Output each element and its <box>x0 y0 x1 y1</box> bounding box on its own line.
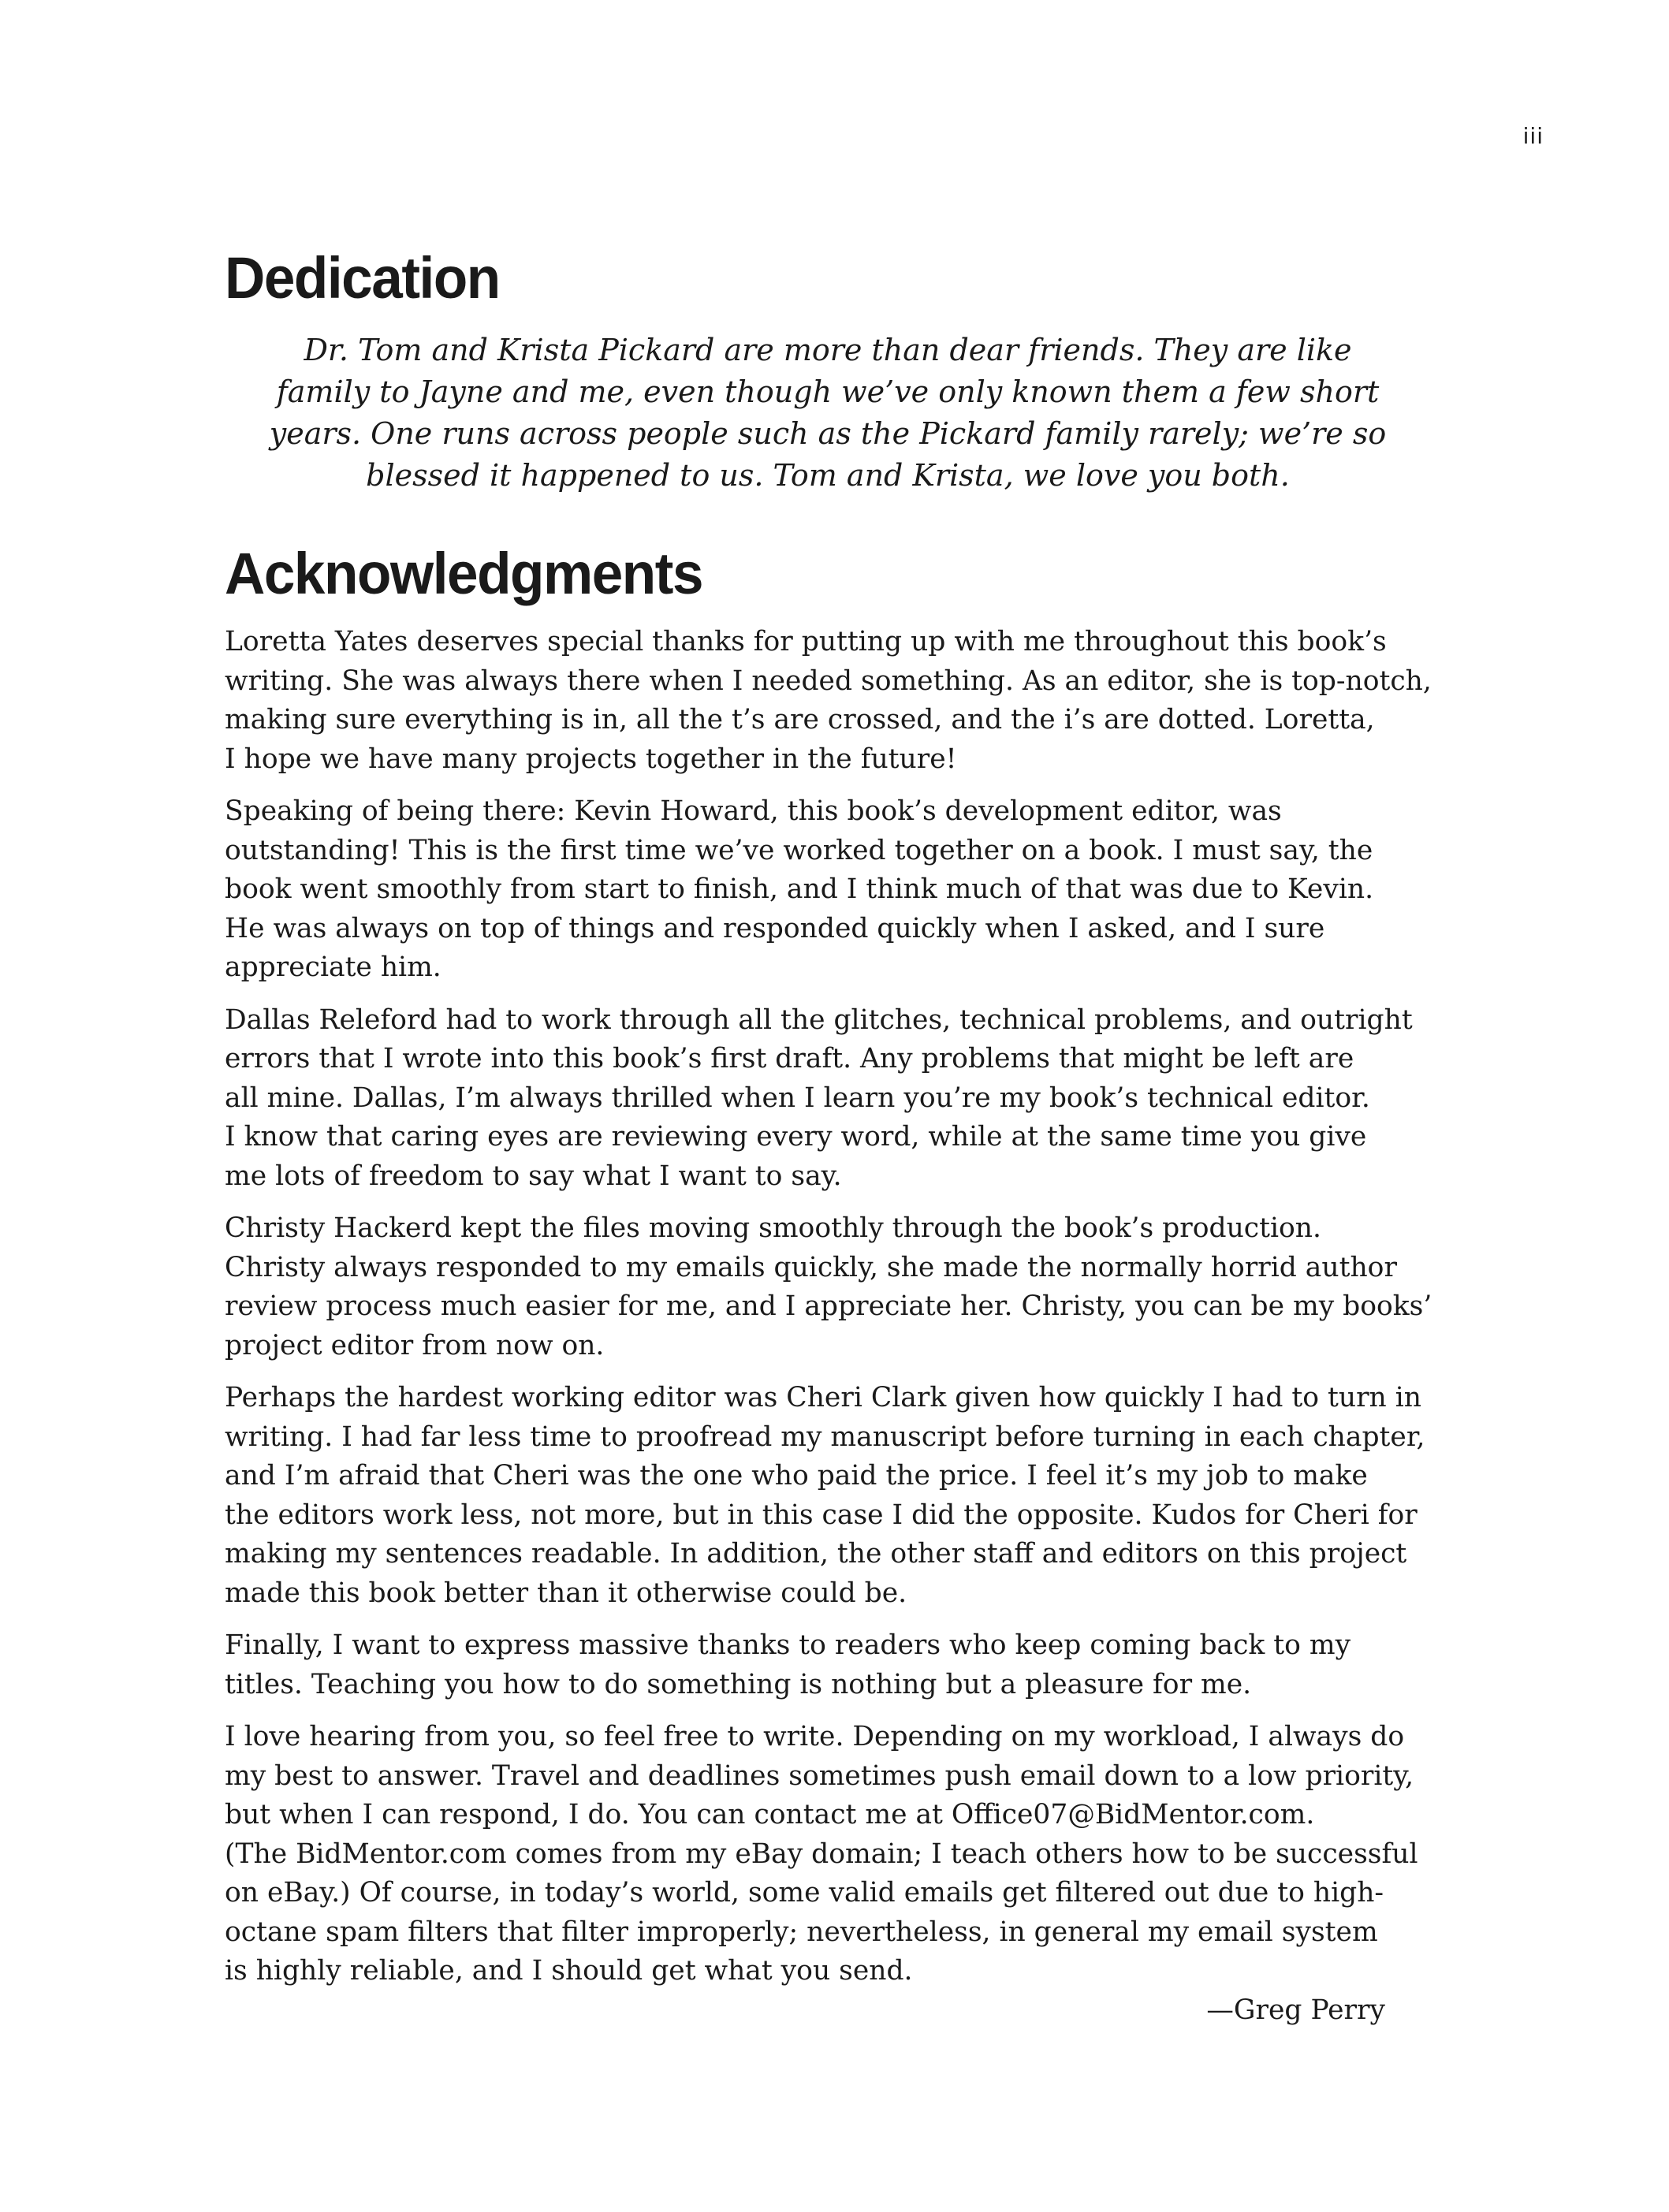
dedication-text <box>260 330 1395 497</box>
text-line: made this book better than it otherwise could be. <box>225 1577 907 1609</box>
paragraph-contact <box>225 1718 1462 1991</box>
page-number: iii <box>1522 123 1544 149</box>
paragraph-dallas <box>225 1001 1462 1197</box>
paragraph-christy <box>225 1209 1462 1365</box>
text-line: Perhaps the hardest working editor was Cheri Clark given how quickly I had to turn in <box>225 1382 1421 1413</box>
text-line: and I’m afraid that Cheri was the one who paid the price. I feel it’s my job to make <box>225 1460 1368 1491</box>
dedication-line: family to Jayne and me, even though we’ve only known them a few short <box>276 374 1380 409</box>
text-line: appreciate him. <box>225 951 441 983</box>
text-line: errors that I wrote into this book’s first draft. Any problems that might be left are <box>225 1043 1354 1074</box>
paragraph-cheri <box>225 1379 1462 1613</box>
text-line: titles. Teaching you how to do something is nothing but a pleasure for me. <box>225 1668 1252 1700</box>
text-line: me lots of freedom to say what I want to say. <box>225 1160 842 1192</box>
text-line: outstanding! This is the first time we’ve worked together on a book. I must say, the <box>225 834 1373 866</box>
text-line: I hope we have many projects together in the future! <box>225 743 957 775</box>
acknowledgments-body <box>225 623 1462 2005</box>
text-line: Dallas Releford had to work through all the glitches, technical problems, and outright <box>225 1004 1413 1036</box>
text-line: is highly reliable, and I should get what you send. <box>225 1955 913 1987</box>
text-line: Christy Hackerd kept the files moving smoothly through the book’s production. <box>225 1212 1321 1244</box>
text-line: (The BidMentor.com comes from my eBay domain; I teach others how to be successful <box>225 1838 1418 1870</box>
text-line: Loretta Yates deserves special thanks for putting up with me throughout this book’s <box>225 626 1387 657</box>
text-line: all mine. Dallas, I’m always thrilled when I learn you’re my book’s technical editor. <box>225 1082 1370 1114</box>
paragraph-kevin <box>225 792 1462 988</box>
text-line: the editors work less, not more, but in this case I did the opposite. Kudos for Cheri for <box>225 1499 1418 1531</box>
acknowledgments-heading: Acknowledgments <box>225 541 703 606</box>
paragraph-readers <box>225 1626 1462 1704</box>
paragraph-loretta <box>225 623 1462 779</box>
text-line: octane spam filters that filter improperly; nevertheless, in general my email system <box>225 1916 1378 1948</box>
dedication-line: years. One runs across people such as the Pickard family rarely; we’re so <box>269 416 1387 451</box>
text-line: but when I can respond, I do. You can contact me at Office07@BidMentor.com. <box>225 1799 1315 1830</box>
text-line: making my sentences readable. In addition, the other staff and editors on this project <box>225 1538 1407 1570</box>
text-line: I know that caring eyes are reviewing every word, while at the same time you give <box>225 1121 1367 1153</box>
text-line: book went smoothly from start to finish, and I think much of that was due to Kevin. <box>225 873 1374 905</box>
text-line: He was always on top of things and responded quickly when I asked, and I sure <box>225 912 1325 944</box>
text-line: Finally, I want to express massive thanks to readers who keep coming back to my <box>225 1629 1351 1661</box>
dedication-heading: Dedication <box>225 245 500 311</box>
text-line: making sure everything is in, all the t’s are crossed, and the i’s are dotted. Loretta, <box>225 704 1375 735</box>
text-line: on eBay.) Of course, in today’s world, some valid emails get filtered out due to high- <box>225 1877 1384 1909</box>
dedication-line: blessed it happened to us. Tom and Krista, we love you both. <box>366 458 1290 493</box>
text-line: I love hearing from you, so feel free to write. Depending on my workload, I always do <box>225 1721 1405 1752</box>
dedication-line: Dr. Tom and Krista Pickard are more than dear friends. They are like <box>304 333 1352 367</box>
text-line: writing. I had far less time to proofread my manuscript before turning in each chapter, <box>225 1421 1425 1453</box>
text-line: writing. She was always there when I needed something. As an editor, she is top-notch, <box>225 665 1432 697</box>
signature: —Greg Perry <box>1206 1994 1385 2026</box>
text-line: review process much easier for me, and I appreciate her. Christy, you can be my books’ <box>225 1290 1432 1322</box>
text-line: Speaking of being there: Kevin Howard, this book’s development editor, was <box>225 795 1282 827</box>
text-line: project editor from now on. <box>225 1329 605 1361</box>
text-line: Christy always responded to my emails quickly, she made the normally horrid author <box>225 1251 1397 1283</box>
text-line: my best to answer. Travel and deadlines sometimes push email down to a low priority, <box>225 1760 1414 1792</box>
